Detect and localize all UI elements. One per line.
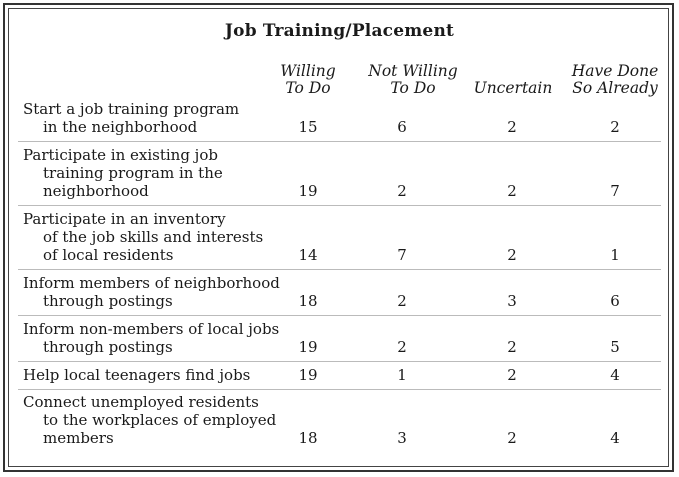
cell-willing: 18 bbox=[298, 292, 318, 310]
row-label-line: Participate in an inventory bbox=[23, 210, 226, 228]
row-label-line: in the neighborhood bbox=[43, 118, 198, 136]
cell-uncertain: 3 bbox=[507, 292, 517, 310]
cell-have-done: 4 bbox=[610, 366, 620, 384]
cell-not-willing: 2 bbox=[397, 292, 407, 310]
row-divider bbox=[18, 389, 661, 390]
column-header-line: Not Willing bbox=[368, 62, 458, 80]
cell-not-willing: 3 bbox=[397, 429, 407, 447]
row-label-line: Inform members of neighborhood bbox=[23, 274, 280, 292]
column-header-line: To Do bbox=[390, 79, 436, 97]
cell-not-willing: 7 bbox=[397, 246, 407, 264]
cell-uncertain: 2 bbox=[507, 118, 517, 136]
cell-not-willing: 2 bbox=[397, 338, 407, 356]
row-label bbox=[23, 393, 283, 447]
row-label-line: Help local teenagers find jobs bbox=[23, 366, 251, 384]
cell-uncertain: 2 bbox=[507, 246, 517, 264]
column-header-not-willing bbox=[360, 63, 466, 97]
cell-have-done: 4 bbox=[610, 429, 620, 447]
cell-uncertain: 2 bbox=[507, 338, 517, 356]
row-label-line: members bbox=[43, 429, 114, 447]
cell-not-willing: 6 bbox=[397, 118, 407, 136]
row-label-line: of local residents bbox=[43, 246, 174, 264]
cell-not-willing: 2 bbox=[397, 182, 407, 200]
cell-willing: 15 bbox=[298, 118, 318, 136]
cell-have-done: 1 bbox=[610, 246, 620, 264]
column-header-line: Have Done bbox=[571, 62, 659, 80]
row-divider bbox=[18, 141, 661, 142]
row-label bbox=[23, 366, 283, 384]
row-label-line: neighborhood bbox=[43, 182, 149, 200]
row-label bbox=[23, 274, 283, 310]
cell-uncertain: 2 bbox=[507, 366, 517, 384]
row-label bbox=[23, 320, 283, 356]
cell-not-willing: 1 bbox=[397, 366, 407, 384]
row-label-line: Start a job training program bbox=[23, 100, 240, 118]
row-label bbox=[23, 210, 283, 264]
cell-willing: 18 bbox=[298, 429, 318, 447]
row-label-line: Connect unemployed residents bbox=[23, 393, 259, 411]
cell-uncertain: 2 bbox=[507, 429, 517, 447]
row-label bbox=[23, 100, 283, 136]
column-header-line: Willing bbox=[280, 62, 336, 80]
cell-willing: 19 bbox=[298, 182, 318, 200]
column-header-have-done bbox=[566, 63, 664, 97]
cell-willing: 19 bbox=[298, 338, 318, 356]
row-divider bbox=[18, 269, 661, 270]
row-label-line: through postings bbox=[43, 292, 173, 310]
column-header-line: To Do bbox=[285, 79, 331, 97]
row-divider bbox=[18, 315, 661, 316]
column-header-line bbox=[470, 63, 556, 80]
column-header-uncertain bbox=[470, 63, 556, 97]
cell-have-done: 6 bbox=[610, 292, 620, 310]
row-label bbox=[23, 146, 283, 200]
cell-willing: 19 bbox=[298, 366, 318, 384]
cell-have-done: 5 bbox=[610, 338, 620, 356]
row-label-line: training program in the bbox=[43, 164, 223, 182]
table-title: Job Training/Placement bbox=[224, 21, 455, 41]
row-label-line: to the workplaces of employed bbox=[43, 411, 277, 429]
column-header-willing bbox=[270, 63, 346, 97]
column-header-line: Uncertain bbox=[473, 79, 553, 97]
row-label-line: of the job skills and interests bbox=[43, 228, 264, 246]
row-label-line: Inform non-members of local jobs bbox=[23, 320, 280, 338]
cell-willing: 14 bbox=[298, 246, 318, 264]
row-divider bbox=[18, 205, 661, 206]
cell-have-done: 2 bbox=[610, 118, 620, 136]
row-label-line: through postings bbox=[43, 338, 173, 356]
cell-have-done: 7 bbox=[610, 182, 620, 200]
row-divider bbox=[18, 361, 661, 362]
column-header-line: So Already bbox=[572, 79, 658, 97]
cell-uncertain: 2 bbox=[507, 182, 517, 200]
row-label-line: Participate in existing job bbox=[23, 146, 218, 164]
